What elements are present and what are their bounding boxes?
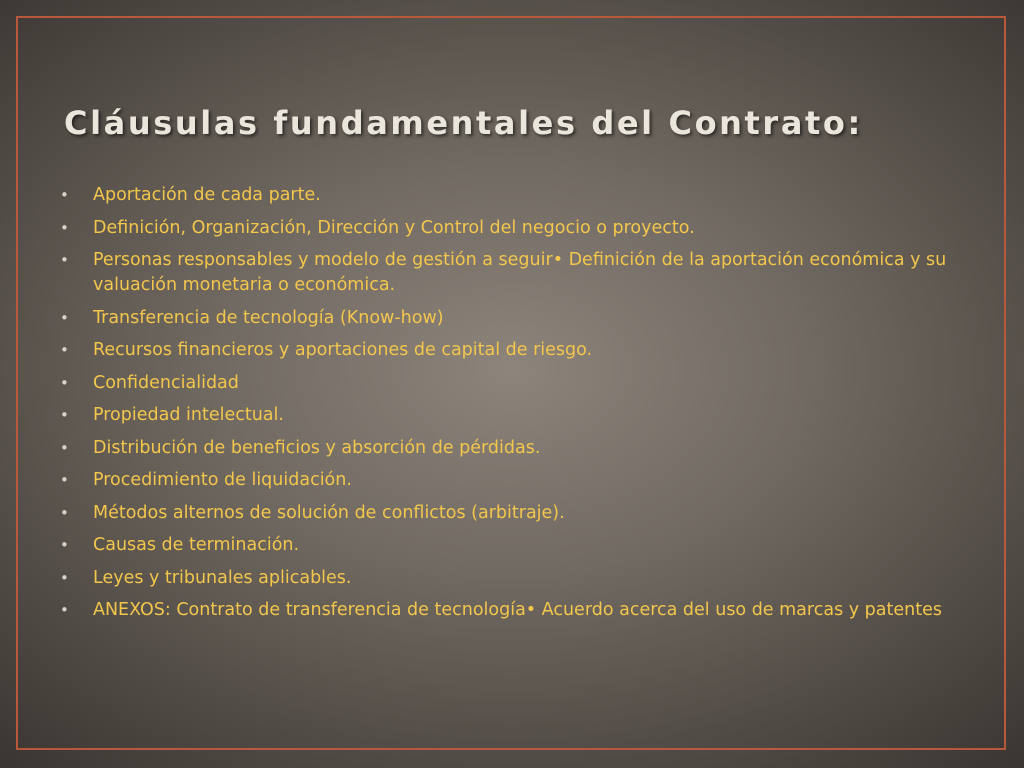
bullet-text: Personas responsables y modelo de gestión a seguir• Definición de la aportación económica y su valuación monetaria o económica. [93, 250, 947, 295]
bullet-icon: • [60, 406, 69, 424]
bullet-icon: • [60, 503, 69, 522]
bullet-icon: • [60, 373, 69, 392]
bullet-icon: • [60, 186, 69, 204]
bullet-item [60, 248, 950, 298]
bullet-text: Propiedad intelectual. [93, 405, 284, 425]
bullet-item [60, 468, 950, 493]
bullet-item [60, 338, 950, 363]
slide-title: Cláusulas fundamentales del Contrato: [64, 104, 863, 142]
bullet-text: Definición, Organización, Dirección y Control del negocio o proyecto. [93, 217, 695, 238]
bullet-item [60, 533, 950, 558]
bullet-text: Confidencialidad [93, 372, 239, 393]
bullet-item [60, 403, 950, 428]
bullet-icon: • [60, 568, 69, 587]
bullet-text: ANEXOS: Contrato de transferencia de tecnología• Acuerdo acerca del uso de marcas y patentes [93, 600, 942, 620]
bullet-icon: • [60, 218, 69, 237]
bullet-icon: • [60, 471, 69, 489]
bullet-icon: • [60, 308, 69, 327]
bullet-item [60, 436, 950, 461]
bullet-icon: • [60, 438, 69, 457]
bullet-text: Métodos alternos de solución de conflictos (arbitraje). [93, 502, 565, 523]
bullet-icon: • [60, 341, 69, 359]
bullet-item [60, 306, 950, 331]
bullet-text: Leyes y tribunales aplicables. [93, 567, 352, 588]
bullet-item [60, 183, 950, 208]
bullet-item [60, 501, 950, 526]
bullet-text: Transferencia de tecnología (Know-how) [93, 307, 444, 328]
bullet-item [60, 371, 950, 396]
bullet-text: Distribución de beneficios y absorción de pérdidas. [93, 437, 541, 458]
bullet-list [60, 183, 950, 631]
bullet-item [60, 598, 950, 623]
bullet-text: Causas de terminación. [93, 535, 300, 555]
bullet-item [60, 216, 950, 241]
bullet-text: Procedimiento de liquidación. [93, 470, 352, 490]
bullet-icon: • [60, 251, 69, 269]
bullet-icon: • [60, 536, 69, 554]
bullet-icon: • [60, 601, 69, 619]
bullet-text: Recursos financieros y aportaciones de capital de riesgo. [93, 340, 593, 360]
bullet-item [60, 566, 950, 591]
bullet-text: Aportación de cada parte. [93, 185, 321, 205]
